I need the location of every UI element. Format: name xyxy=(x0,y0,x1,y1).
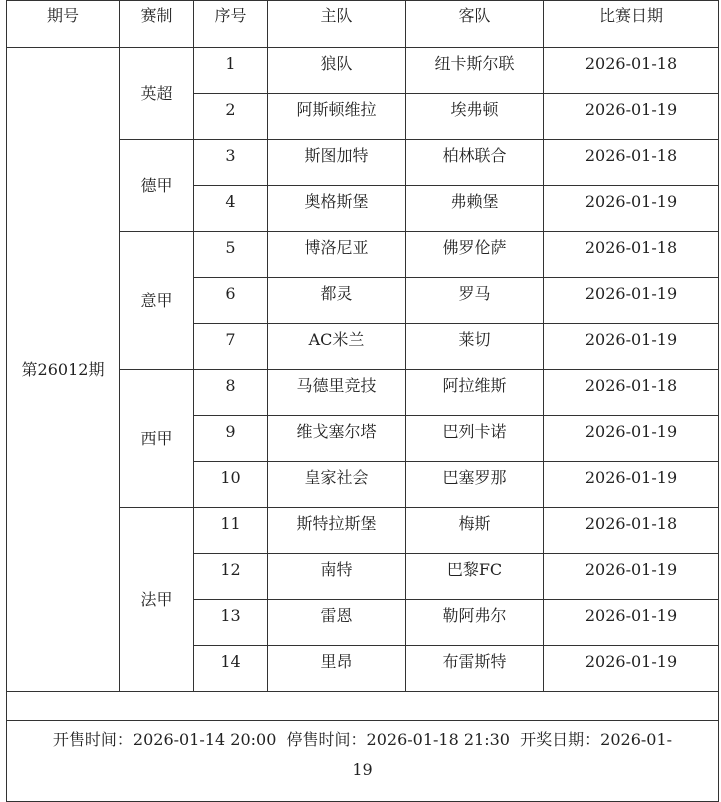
away-team-cell: 巴列卡诺 xyxy=(406,416,544,462)
match-date-cell: 2026-01-19 xyxy=(544,600,719,646)
match-date-cell: 2026-01-18 xyxy=(544,232,719,278)
match-number-cell: 9 xyxy=(194,416,268,462)
header-away-team: 客队 xyxy=(406,1,544,48)
match-date-cell: 2026-01-18 xyxy=(544,48,719,94)
spacer-row xyxy=(7,692,719,721)
sale-info-text: 开售时间：2026-01-14 20:00 停售时间：2026-01-18 21:30 开奖日期：2026-01- xyxy=(52,730,673,749)
match-date-cell: 2026-01-19 xyxy=(544,554,719,600)
home-team-cell: 斯图加特 xyxy=(268,140,406,186)
match-date-cell: 2026-01-18 xyxy=(544,370,719,416)
match-number-cell: 7 xyxy=(194,324,268,370)
header-period: 期号 xyxy=(7,1,120,48)
away-team-cell: 阿拉维斯 xyxy=(406,370,544,416)
match-date-cell: 2026-01-19 xyxy=(544,324,719,370)
match-number-cell: 4 xyxy=(194,186,268,232)
home-team-cell: 南特 xyxy=(268,554,406,600)
match-date-cell: 2026-01-19 xyxy=(544,94,719,140)
home-team-cell: 里昂 xyxy=(268,646,406,692)
schedule-table xyxy=(6,0,719,802)
match-date-cell: 2026-01-18 xyxy=(544,140,719,186)
league-cell: 英超 xyxy=(120,48,194,140)
away-team-cell: 巴黎FC xyxy=(406,554,544,600)
header-match-date: 比赛日期 xyxy=(544,1,719,48)
match-number-cell: 10 xyxy=(194,462,268,508)
home-team-cell: AC米兰 xyxy=(268,324,406,370)
home-team-cell: 都灵 xyxy=(268,278,406,324)
sale-info-cell xyxy=(7,721,719,802)
sale-info-row xyxy=(7,721,719,802)
match-date-cell: 2026-01-19 xyxy=(544,416,719,462)
away-team-cell: 纽卡斯尔联 xyxy=(406,48,544,94)
match-number-cell: 11 xyxy=(194,508,268,554)
match-date-cell: 2026-01-19 xyxy=(544,186,719,232)
match-number-cell: 8 xyxy=(194,370,268,416)
sale-info-text-continued: 19 xyxy=(352,760,373,779)
schedule-body xyxy=(7,48,719,802)
away-team-cell: 勒阿弗尔 xyxy=(406,600,544,646)
match-date-cell: 2026-01-18 xyxy=(544,508,719,554)
league-cell: 意甲 xyxy=(120,232,194,370)
match-number-cell: 6 xyxy=(194,278,268,324)
match-number-cell: 13 xyxy=(194,600,268,646)
league-cell: 德甲 xyxy=(120,140,194,232)
away-team-cell: 柏林联合 xyxy=(406,140,544,186)
match-date-cell: 2026-01-19 xyxy=(544,462,719,508)
spacer-cell xyxy=(7,692,719,721)
league-cell: 西甲 xyxy=(120,370,194,508)
match-number-cell: 1 xyxy=(194,48,268,94)
away-team-cell: 埃弗顿 xyxy=(406,94,544,140)
match-number-cell: 12 xyxy=(194,554,268,600)
header-league: 赛制 xyxy=(120,1,194,48)
home-team-cell: 维戈塞尔塔 xyxy=(268,416,406,462)
match-number-cell: 14 xyxy=(194,646,268,692)
away-team-cell: 罗马 xyxy=(406,278,544,324)
home-team-cell: 皇家社会 xyxy=(268,462,406,508)
away-team-cell: 布雷斯特 xyxy=(406,646,544,692)
match-number-cell: 5 xyxy=(194,232,268,278)
home-team-cell: 马德里竞技 xyxy=(268,370,406,416)
away-team-cell: 巴塞罗那 xyxy=(406,462,544,508)
header-home-team: 主队 xyxy=(268,1,406,48)
away-team-cell: 弗赖堡 xyxy=(406,186,544,232)
match-number-cell: 3 xyxy=(194,140,268,186)
away-team-cell: 莱切 xyxy=(406,324,544,370)
league-cell: 法甲 xyxy=(120,508,194,692)
away-team-cell: 佛罗伦萨 xyxy=(406,232,544,278)
home-team-cell: 狼队 xyxy=(268,48,406,94)
match-date-cell: 2026-01-19 xyxy=(544,646,719,692)
match-date-cell: 2026-01-19 xyxy=(544,278,719,324)
header-row xyxy=(7,1,719,48)
home-team-cell: 奥格斯堡 xyxy=(268,186,406,232)
period-cell: 第26012期 xyxy=(7,48,120,692)
away-team-cell: 梅斯 xyxy=(406,508,544,554)
home-team-cell: 斯特拉斯堡 xyxy=(268,508,406,554)
home-team-cell: 雷恩 xyxy=(268,600,406,646)
match-number-cell: 2 xyxy=(194,94,268,140)
table-row xyxy=(7,48,719,94)
home-team-cell: 博洛尼亚 xyxy=(268,232,406,278)
home-team-cell: 阿斯顿维拉 xyxy=(268,94,406,140)
header-number: 序号 xyxy=(194,1,268,48)
